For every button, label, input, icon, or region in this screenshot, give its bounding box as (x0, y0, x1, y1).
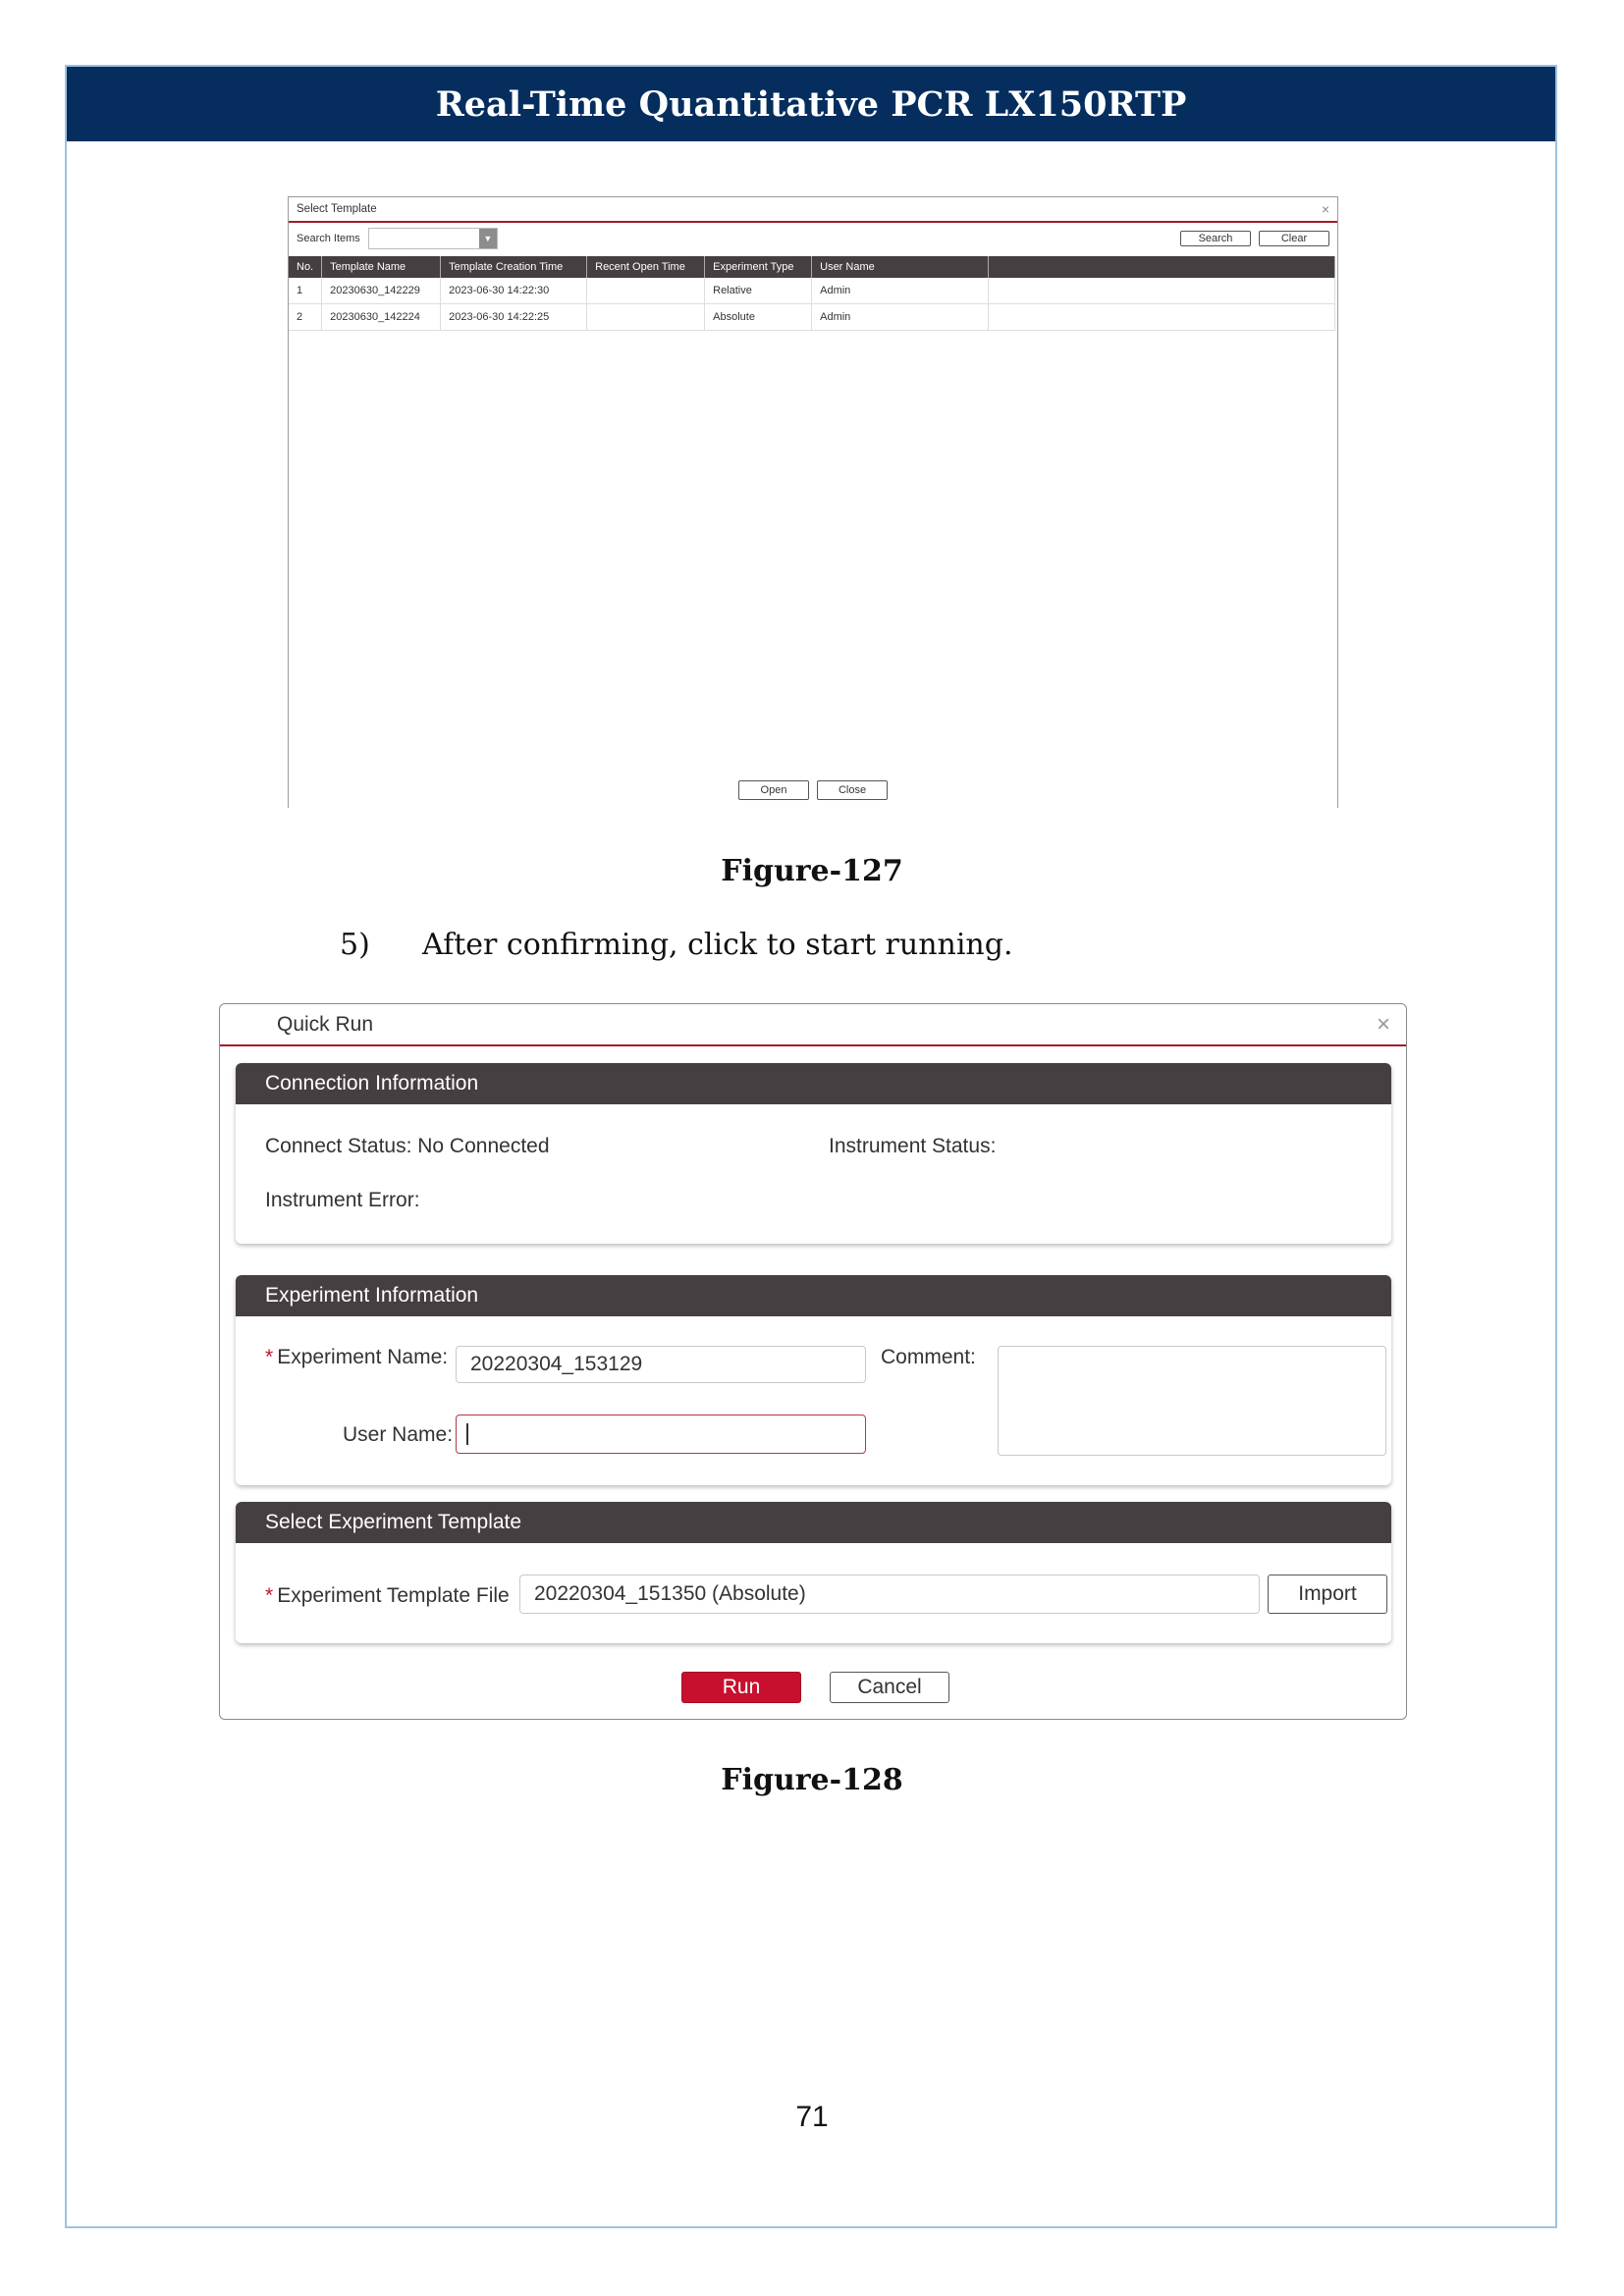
step-text: After confirming, click to start running. (422, 928, 1013, 962)
clear-button[interactable]: Clear (1259, 231, 1329, 246)
select-experiment-template-panel (236, 1502, 1391, 1643)
document-title: Real-Time Quantitative PCR LX150RTP (435, 83, 1187, 125)
column-header-creation-time[interactable]: Template Creation Time (441, 256, 587, 278)
instrument-error-label: Instrument Error: (265, 1189, 420, 1211)
cell-filler (989, 304, 1335, 331)
column-header-no[interactable]: No. (289, 256, 322, 278)
cell-creation-time: 2023-06-30 14:22:30 (441, 278, 587, 304)
import-button[interactable]: Import (1268, 1575, 1387, 1614)
quick-run-dialog (219, 1003, 1407, 1720)
column-header-recent-open-time[interactable]: Recent Open Time (587, 256, 705, 278)
required-marker: * (265, 1346, 274, 1368)
column-header-user-name[interactable]: User Name (812, 256, 989, 278)
cell-creation-time: 2023-06-30 14:22:25 (441, 304, 587, 331)
page-number: 71 (795, 2101, 829, 2133)
experiment-name-label: * Experiment Name: (265, 1346, 449, 1368)
column-header-template-name[interactable]: Template Name (322, 256, 441, 278)
cell-no: 1 (289, 278, 322, 304)
step-number: 5) (340, 928, 370, 962)
step-instruction (340, 928, 1013, 962)
instrument-status-label: Instrument Status: (829, 1135, 997, 1157)
quick-run-title: Quick Run (277, 1012, 374, 1036)
template-table (289, 256, 1335, 331)
search-row (289, 223, 1337, 254)
select-template-dialog (288, 196, 1338, 808)
cell-experiment-type: Relative (705, 278, 812, 304)
search-items-select[interactable] (368, 228, 498, 249)
select-template-titlebar (289, 197, 1337, 223)
open-button[interactable]: Open (738, 780, 809, 800)
search-items-label: Search Items (297, 233, 360, 244)
comment-textarea[interactable] (998, 1346, 1386, 1456)
search-button[interactable]: Search (1180, 231, 1251, 246)
quick-run-titlebar (220, 1004, 1406, 1046)
figure-128-caption: Figure-128 (721, 1763, 903, 1797)
comment-label: Comment: (881, 1346, 976, 1368)
cell-user-name: Admin (812, 278, 989, 304)
table-row[interactable] (289, 278, 1335, 304)
cell-recent-open-time (587, 304, 705, 331)
column-header-experiment-type[interactable]: Experiment Type (705, 256, 812, 278)
experiment-template-file-label: * Experiment Template File (265, 1584, 510, 1607)
cell-template-name: 20230630_142224 (322, 304, 441, 331)
cell-user-name: Admin (812, 304, 989, 331)
connect-status-text: Connect Status: No Connected (265, 1135, 550, 1157)
user-name-label: User Name: (343, 1423, 454, 1446)
select-template-title: Select Template (297, 203, 377, 215)
close-icon[interactable]: × (1321, 201, 1329, 217)
connection-information-panel (236, 1063, 1391, 1244)
cancel-button[interactable]: Cancel (830, 1672, 949, 1703)
close-icon[interactable]: × (1376, 1010, 1390, 1038)
experiment-template-file-input[interactable]: 20220304_151350 (Absolute) (519, 1575, 1260, 1614)
chevron-down-icon[interactable]: ▼ (479, 229, 497, 248)
cell-no: 2 (289, 304, 322, 331)
connection-information-heading: Connection Information (236, 1063, 1391, 1104)
select-template-footer (289, 780, 1337, 800)
experiment-information-heading: Experiment Information (236, 1275, 1391, 1316)
close-button[interactable]: Close (817, 780, 888, 800)
cell-template-name: 20230630_142229 (322, 278, 441, 304)
text-cursor (466, 1423, 468, 1445)
experiment-name-input[interactable]: 20220304_153129 (456, 1346, 866, 1383)
table-header-row (289, 256, 1335, 278)
select-experiment-template-heading: Select Experiment Template (236, 1502, 1391, 1543)
experiment-information-panel (236, 1275, 1391, 1485)
run-button[interactable]: Run (681, 1672, 801, 1703)
cell-experiment-type: Absolute (705, 304, 812, 331)
column-header-filler (989, 256, 1335, 278)
document-header (67, 67, 1555, 141)
cell-recent-open-time (587, 278, 705, 304)
cell-filler (989, 278, 1335, 304)
user-name-input[interactable] (456, 1415, 866, 1454)
required-marker: * (265, 1584, 274, 1607)
figure-127-caption: Figure-127 (721, 854, 903, 888)
table-row[interactable] (289, 304, 1335, 331)
